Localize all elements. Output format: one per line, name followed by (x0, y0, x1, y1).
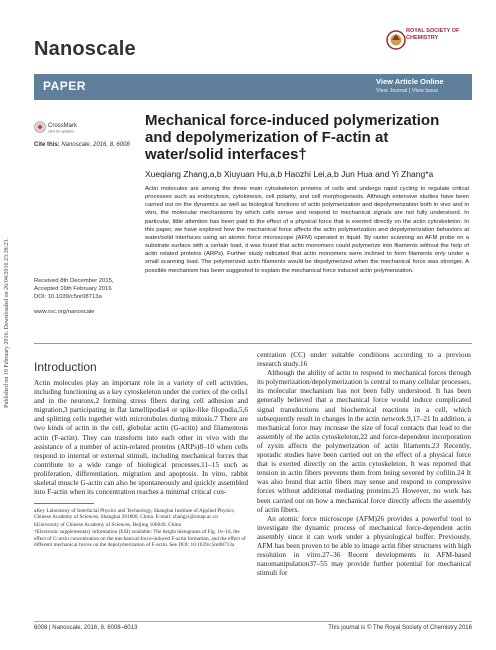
footer-rule (34, 621, 472, 622)
journal-url[interactable]: www.rsc.org/nanoscale (34, 309, 95, 315)
abstract: Actin molecules are among the three main cytoskeleton proteins of cells and undergo rapid cycling to regulate critical processes such as endocytosis, cytokinesis, cell polarity, and cell morphogenesis. Although extensive studies have been carried out on the dynamics as well as biological functions of actin polymerization and depolymerization both in vivo and in vitro, the molecular mechanisms by which cells sense and respond to mechanical signals are not fully understood. In particular, little attention has been paid to the effect of a physical force that is exerted directly on the actin cytoskeleton. In this paper, we have explored how the mechanical force affects the actin polymerization and depolymerization behaviors at water/solid interfaces using an atomic force microscope (AFM) operated in liquid. By raster scanning an AFM probe on a substrate surface with a certain load, it was found that actin monomers could polymerize into filaments without the help of actin related proteins (ARPs). Further study indicated that actin monomers were inclined to form filaments only under a small scanning load. The polymerized actin filaments would be depolymerized when the mechanical force was stronger. A possible mechanism has been suggested to explain the mechanical force induced actin polymerization. (145, 186, 469, 274)
download-stamp (2, 160, 12, 490)
citation (34, 142, 130, 148)
rsc-logo-text: ROYAL SOCIETY OF CHEMISTRY (406, 28, 460, 41)
view-article-online-link[interactable]: View Article Online (376, 77, 444, 86)
received-date: Received 8th December 2015, (34, 278, 114, 284)
intro-paragraph-1-continued: centration (CC) under suitable conditions according to a previous research study.16 (257, 351, 471, 369)
footnote-esi: †Electronic supplementary information (ESI) available: The height histograms of Fig. 1b–1d, the effect of G-actin concentration on the mechanical-force-induced F-actin formation, and the effect of different mechanical forces on the depolymerization of F-actin. See DOI: 10.1039/c5nr08713a (34, 529, 246, 549)
crossmark-sub: click for updates (48, 129, 74, 134)
article-title: Mechanical force-induced polymerization and depolymerization of F-actin at water/solid interfaces† (145, 112, 440, 163)
citation-prefix: Cite this: (34, 142, 60, 148)
section-divider (34, 343, 472, 344)
article-dates (34, 277, 139, 301)
crossmark-icon[interactable] (34, 120, 114, 134)
intro-paragraph-3: An atomic force microscope (AFM)26 provides a powerful tool to investigate the dynamic process of mechanical force-dependent actin assembly since it can work under a physiological buffer. Previously, AFM has been proven to be able to image actin fiber structures with high resolution in vitro.27–36 Recent developments in AFM-based nanomanipulation37–55 may provide further potential for mechanical stimuli for (257, 514, 471, 578)
intro-paragraph-1: Actin molecules play an important role in a variety of cell activities, including functioning as a key cytoskeleton under the cortex of the cells1 and in the neurons,2 forming stress fibers during cell adhesion and migration,3 participating in flat lamellipodia4 or spike-like filopodia,5,6 and splitting cells together with microtubules during mitosis.7 There are two kinds of actin in the cell, globular actin (G-actin) and filamentous actin (F-actin). They can transform into each other in vivo with the assistance of a number of actin-related proteins (ARPs)8–10 when cells respond to internal or external stimuli, including mechanical forces that contribute to a wide range of biological processes,11–15 such as proliferation, differentiation, migration and apoptosis. In vitro, rabbit skeletal muscle G-actin can also be spontaneously and quickly assembled into F-actin when its concentration reaches a minimal critical con- (34, 379, 248, 497)
paper-label: PAPER (43, 79, 86, 93)
citation-text: Nanoscale, 2016, 8, 6008 (61, 142, 130, 148)
footnote-rule (34, 503, 94, 504)
body-column-right (257, 351, 471, 578)
body-column-left (34, 379, 248, 497)
crossmark-label: CrossMark (48, 123, 78, 129)
footnotes (34, 508, 248, 549)
accepted-date: Accepted 16th February 2016 (34, 286, 112, 292)
page-footer-left: 6008 | Nanoscale, 2016, 8, 6008–6013 (34, 625, 138, 631)
view-journal-issue-links[interactable]: View Journal | View Issue (376, 88, 439, 94)
download-stamp-text: Published on 19 February 2016. Downloaded on 26/04/2016 23:38:23. (4, 238, 10, 408)
footnote-affiliation-b: bUniversity of Chinese Academy of Sciences, Beijing 100049, China (34, 521, 181, 528)
footnote-affiliation-a: aKey Laboratory of Interfacial Physics and Technology, Shanghai Institute of Applied Physics, Chinese Academy of Sciences, Shanghai 201800, China. E-mail: zhangyi@sinap.ac.cn (34, 508, 235, 521)
section-heading: Introduction (34, 360, 97, 374)
intro-paragraph-2: Although the ability of actin to respond to mechanical forces through its polymerization/depolymerization is central to many cellular processes, its molecular mechanism has not been fully understood. It has been generally believed that a mechanical force would induce complicated signal transductions and biochemical reactions in a cell, which subsequently result in changes in the actin network.9,17–21 In addition, a mechanical force may increase the size of focal contacts that lead to the assembly of the actin cytoskeleton,22 and force-dependent incorporation of zyxin affects the polymerization of actin filaments.23 Recently, sporadic studies have been carried out on the effect of a physical force that is exerted directly on the actin cytoskeleton. It was reported that tension in actin fibers prevents them from being severed by cofilin.24 It was also found that actin fibers may sense and respond to compressive forces without additional mediating proteins.25 However, no work has been carried out on how a mechanical force directly affects the assembly of actin fibers. (257, 369, 471, 514)
author-list: Xueqiang Zhang,a,b Xiuyuan Hu,a,b Haozhi Lei,a,b Jun Hua and Yi Zhang*a (145, 169, 434, 179)
doi: DOI: 10.1039/c5nr08713a (34, 294, 102, 300)
page-footer-right: This journal is © The Royal Society of Chemistry 2016 (328, 625, 472, 631)
journal-title: Nanoscale (34, 38, 136, 60)
